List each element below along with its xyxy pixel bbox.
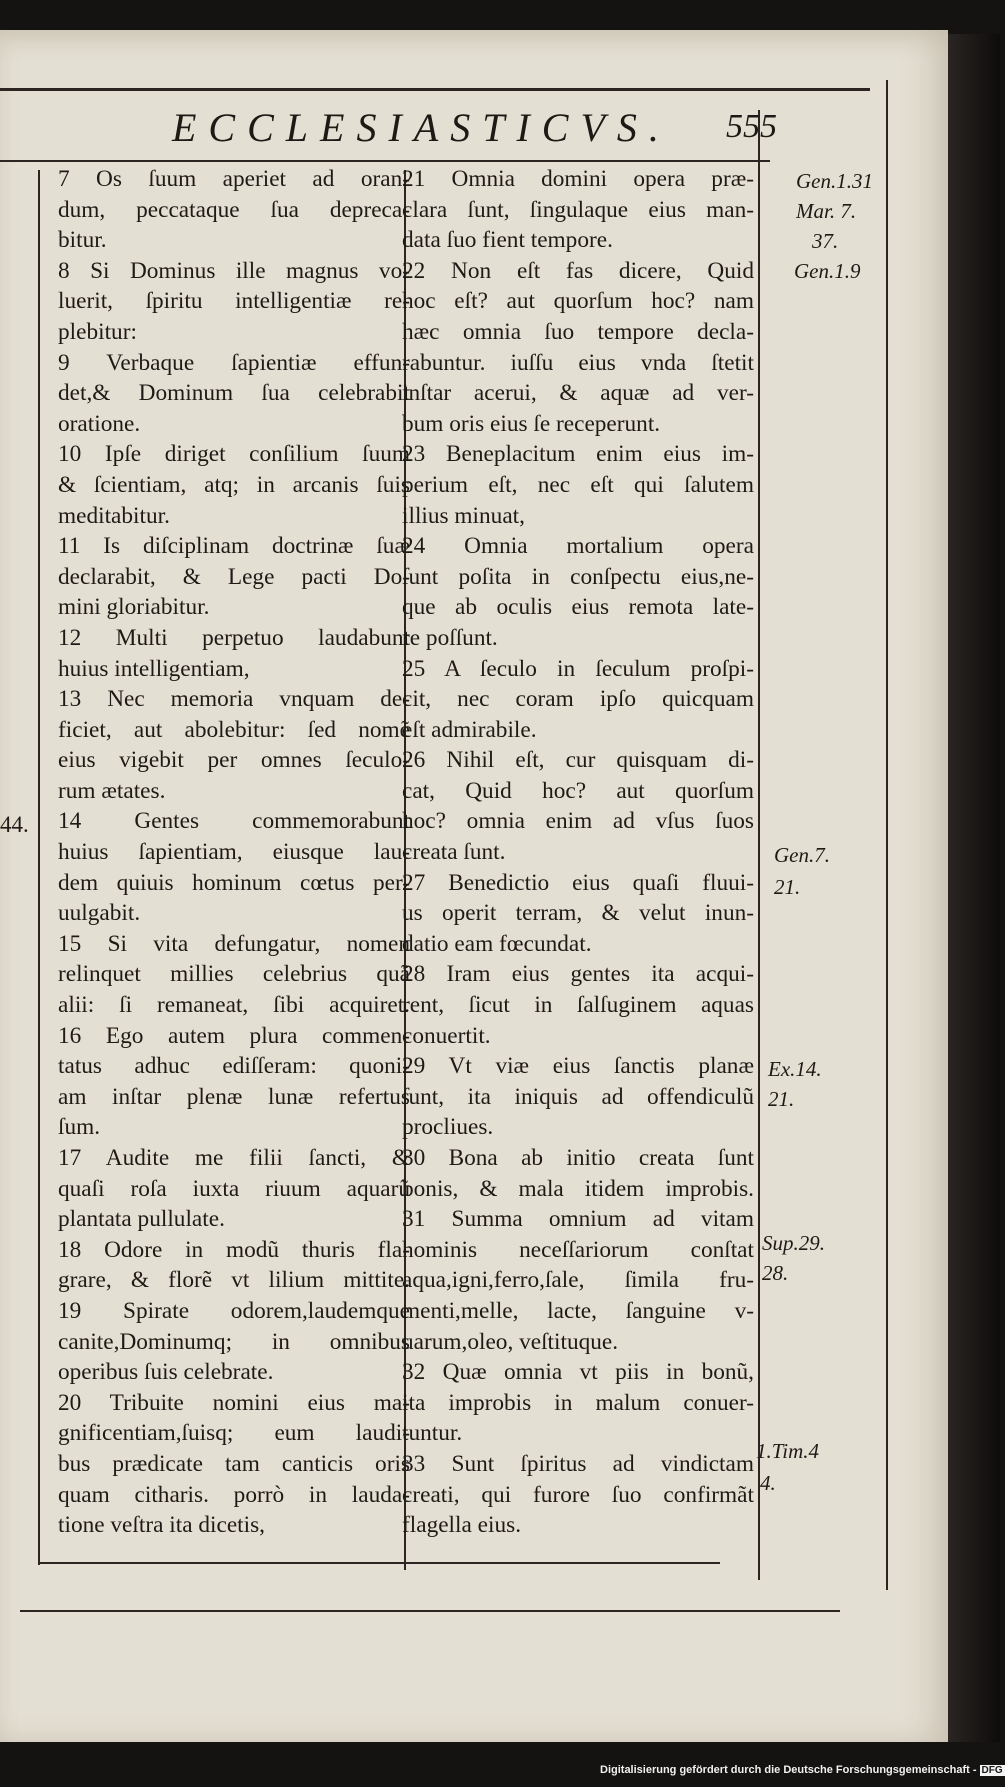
text-line: illius minuat,: [402, 502, 525, 529]
text-line: 17 Audite me filii ſancti, &: [58, 1145, 410, 1171]
text-line: bitur.: [58, 227, 107, 254]
text-line: 33 Sunt ſpiritus ad vindictam: [402, 1450, 754, 1477]
right-border-rule: [758, 110, 760, 1580]
text-line: perium eſt, nec eſt qui ſalutem: [402, 471, 754, 498]
text-line: creata ſunt.: [402, 839, 506, 866]
page-number: 555: [726, 108, 777, 145]
text-line: oratione.: [58, 410, 141, 437]
text-line: quaſi roſa iuxta riuum aquarũ: [58, 1175, 410, 1202]
text-line: 20 Tribuite nomini eius ma-: [58, 1389, 410, 1416]
left-border-rule: [38, 170, 40, 1565]
text-line: uulgabit.: [58, 900, 141, 927]
text-line: 30 Bona ab initio creata ſunt: [402, 1145, 754, 1171]
text-line: 12 Multi perpetuo laudabunt: [58, 624, 410, 651]
text-line: 31 Summa omnium ad vitam: [402, 1206, 754, 1233]
text-line: bum oris eius ſe receperunt.: [402, 410, 661, 437]
text-line: 15 Si vita defungatur, nomen: [58, 930, 410, 957]
text-line: hæc omnia ſuo tempore decla-: [402, 318, 754, 345]
margin-reference: Gen.1.31: [796, 169, 873, 193]
text-line: rum ætates.: [58, 777, 166, 804]
running-head-title: ECCLESIASTICVS.: [172, 105, 671, 150]
text-line: eſt admirabile.: [402, 716, 537, 743]
text-line: ſunt, ita iniquis ad offendiculũ: [402, 1083, 754, 1110]
margin-reference: Gen.1.9: [794, 259, 861, 283]
text-line: 25 A ſeculo in ſeculum proſpi-: [402, 655, 754, 682]
text-line: ita improbis in malum conuer-: [402, 1389, 754, 1416]
text-line: hominis neceſſariorum conſtat: [402, 1236, 754, 1263]
text-line: declarabit, & Lege pacti Do-: [58, 563, 410, 590]
text-line: 19 Spirate odorem,laudemque: [58, 1297, 410, 1324]
bottom-rule: [40, 1562, 720, 1564]
text-line: hoc? omnia enim ad vſus ſuos: [402, 808, 754, 835]
text-line: huius intelligentiam,: [58, 655, 250, 682]
text-line: 8 Si Dominus ille magnus vo-: [58, 257, 410, 284]
dfg-logo: DFG: [981, 1765, 1003, 1776]
text-line: 23 Beneplacitum enim eius im-: [402, 441, 754, 468]
digitization-credit: [600, 1764, 1005, 1776]
text-line: 26 Nihil eſt, cur quisquam di-: [402, 747, 754, 774]
top-rule: [0, 88, 870, 91]
text-line: plebitur:: [58, 318, 137, 345]
text-line: que ab oculis eius remota late-: [402, 594, 754, 621]
margin-reference: Mar. 7.: [796, 199, 857, 223]
text-line: 7 Os ſuum aperiet ad oran-: [58, 166, 410, 192]
text-line: am inſtar plenæ lunæ refertus: [58, 1083, 410, 1110]
margin-reference: 4.: [760, 1471, 776, 1495]
text-line: aqua,igni,ferro,ſale, ſimila fru-: [402, 1267, 754, 1294]
text-line: 18 Odore in modũ thuris fla-: [58, 1236, 410, 1263]
text-line: eius vigebit per omnes ſeculo-: [58, 747, 410, 774]
footer-rule: [20, 1610, 840, 1612]
text-line: relinquet millies celebrius quã: [58, 961, 410, 988]
text-line: 11 Is diſciplinam doctrinæ ſuæ: [58, 533, 410, 560]
text-line: 14 Gentes commemorabunt: [58, 808, 410, 835]
right-text-column: [402, 164, 754, 1541]
text-line: 21 Omnia domini opera præ-: [402, 166, 754, 192]
outer-right-rule: [886, 80, 888, 1590]
text-line: 16 Ego autem plura commen-: [58, 1022, 410, 1049]
text-line: luerit, ſpiritu intelligentiæ re-: [58, 288, 410, 315]
text-line: operibus ſuis celebrate.: [58, 1359, 274, 1386]
text-line: grare, & florẽ vt lilium mittite.: [58, 1267, 410, 1294]
text-line: plantata pullulate.: [58, 1206, 225, 1233]
text-line: tuntur.: [402, 1420, 463, 1447]
margin-reference: 1.Tim.4: [756, 1439, 820, 1463]
text-line: re poſſunt.: [402, 624, 498, 651]
margin-reference: 37.: [812, 229, 839, 253]
text-line: bonis, & mala itidem improbis.: [402, 1175, 754, 1202]
margin-reference: Ex.14.: [768, 1057, 822, 1081]
text-line: menti,melle, lacte, ſanguine v-: [402, 1297, 754, 1324]
text-line: dem quiuis hominum cœtus per-: [58, 869, 410, 896]
text-line: 10 Ipſe diriget conſilium ſuum: [58, 441, 410, 468]
text-line: hoc eſt? aut quorſum hoc? nam: [402, 288, 754, 315]
page-edge-shadow: [948, 34, 1000, 1742]
margin-reference: 28.: [762, 1261, 789, 1285]
text-line: datio eam fœcundat.: [402, 930, 592, 957]
text-line: rabuntur. iuſſu eius vnda ſtetit: [402, 349, 754, 376]
text-line: cat, Quid hoc? aut quorſum: [402, 777, 754, 804]
text-line: cit, nec coram ipſo quicquam: [402, 686, 754, 713]
text-line: 24 Omnia mortalium opera: [402, 533, 754, 560]
text-line: clara ſunt, ſingulaque eius man-: [402, 196, 754, 223]
text-line: conuertit.: [402, 1022, 491, 1049]
text-line: inſtar acerui, & aquæ ad ver-: [402, 380, 754, 407]
text-line: uarum,oleo, veſtituque.: [402, 1328, 619, 1355]
text-line: canite,Dominumq; in omnibus: [58, 1328, 410, 1355]
text-line: tatus adhuc ediſſeram: quoni-: [58, 1053, 410, 1080]
text-line: 22 Non eſt fas dicere, Quid: [402, 257, 754, 284]
text-line: 13 Nec memoria vnquam de-: [58, 686, 410, 713]
text-line: flagella eius.: [402, 1512, 522, 1539]
left-text-column: [58, 164, 410, 1541]
text-line: meditabitur.: [58, 502, 170, 529]
text-line: mini gloriabitur.: [58, 594, 210, 621]
text-line: gnificentiam,ſuisq; eum laudi-: [58, 1420, 410, 1447]
text-line: ſunt poſita in conſpectu eius,ne-: [402, 563, 754, 590]
header-rule: [0, 160, 770, 162]
text-line: us operit terram, & velut inun-: [402, 900, 754, 927]
text-line: 9 Verbaque ſapientiæ effun-: [58, 349, 410, 376]
text-line: bus prædicate tam canticis oris: [58, 1450, 410, 1477]
text-line: det,& Dominum ſua celebrabit: [58, 380, 410, 407]
credit-text: Digitalisierung gefördert durch die Deutsche Forschungsgemeinschaft -: [600, 1764, 977, 1776]
text-line: procliues.: [402, 1114, 494, 1141]
text-line: 28 Iram eius gentes ita acqui-: [402, 961, 754, 988]
left-margin-mark: 44.: [0, 812, 29, 837]
text-line: alii: ſi remaneat, ſibi acquiret.: [58, 992, 410, 1019]
text-line: ficiet, aut abolebitur: ſed nomẽ: [58, 716, 410, 743]
margin-reference: 21.: [774, 875, 801, 899]
text-line: tione veſtra ita dicetis,: [58, 1512, 266, 1539]
margin-reference: Sup.29.: [762, 1231, 825, 1255]
text-line: & ſcientiam, atq; in arcanis ſuis: [58, 471, 410, 498]
text-line: dum, peccataque ſua depreca-: [58, 196, 410, 223]
text-line: huius ſapientiam, eiusque lau-: [58, 839, 410, 866]
text-line: creati, qui furore ſuo confirmãt: [402, 1481, 754, 1508]
margin-reference: Gen.7.: [774, 843, 830, 867]
text-line: 27 Benedictio eius quaſi fluui-: [402, 869, 754, 896]
text-line: 32 Quæ omnia vt piis in bonũ,: [402, 1359, 754, 1386]
text-line: 29 Vt viæ eius ſanctis planæ: [402, 1053, 754, 1080]
margin-reference: 21.: [768, 1087, 795, 1111]
text-line: data ſuo fient tempore.: [402, 227, 613, 254]
text-line: quam citharis. porrò in lauda-: [58, 1481, 410, 1508]
text-line: rent, ſicut in ſalſuginem aquas: [402, 992, 754, 1019]
text-line: ſum.: [58, 1114, 101, 1141]
